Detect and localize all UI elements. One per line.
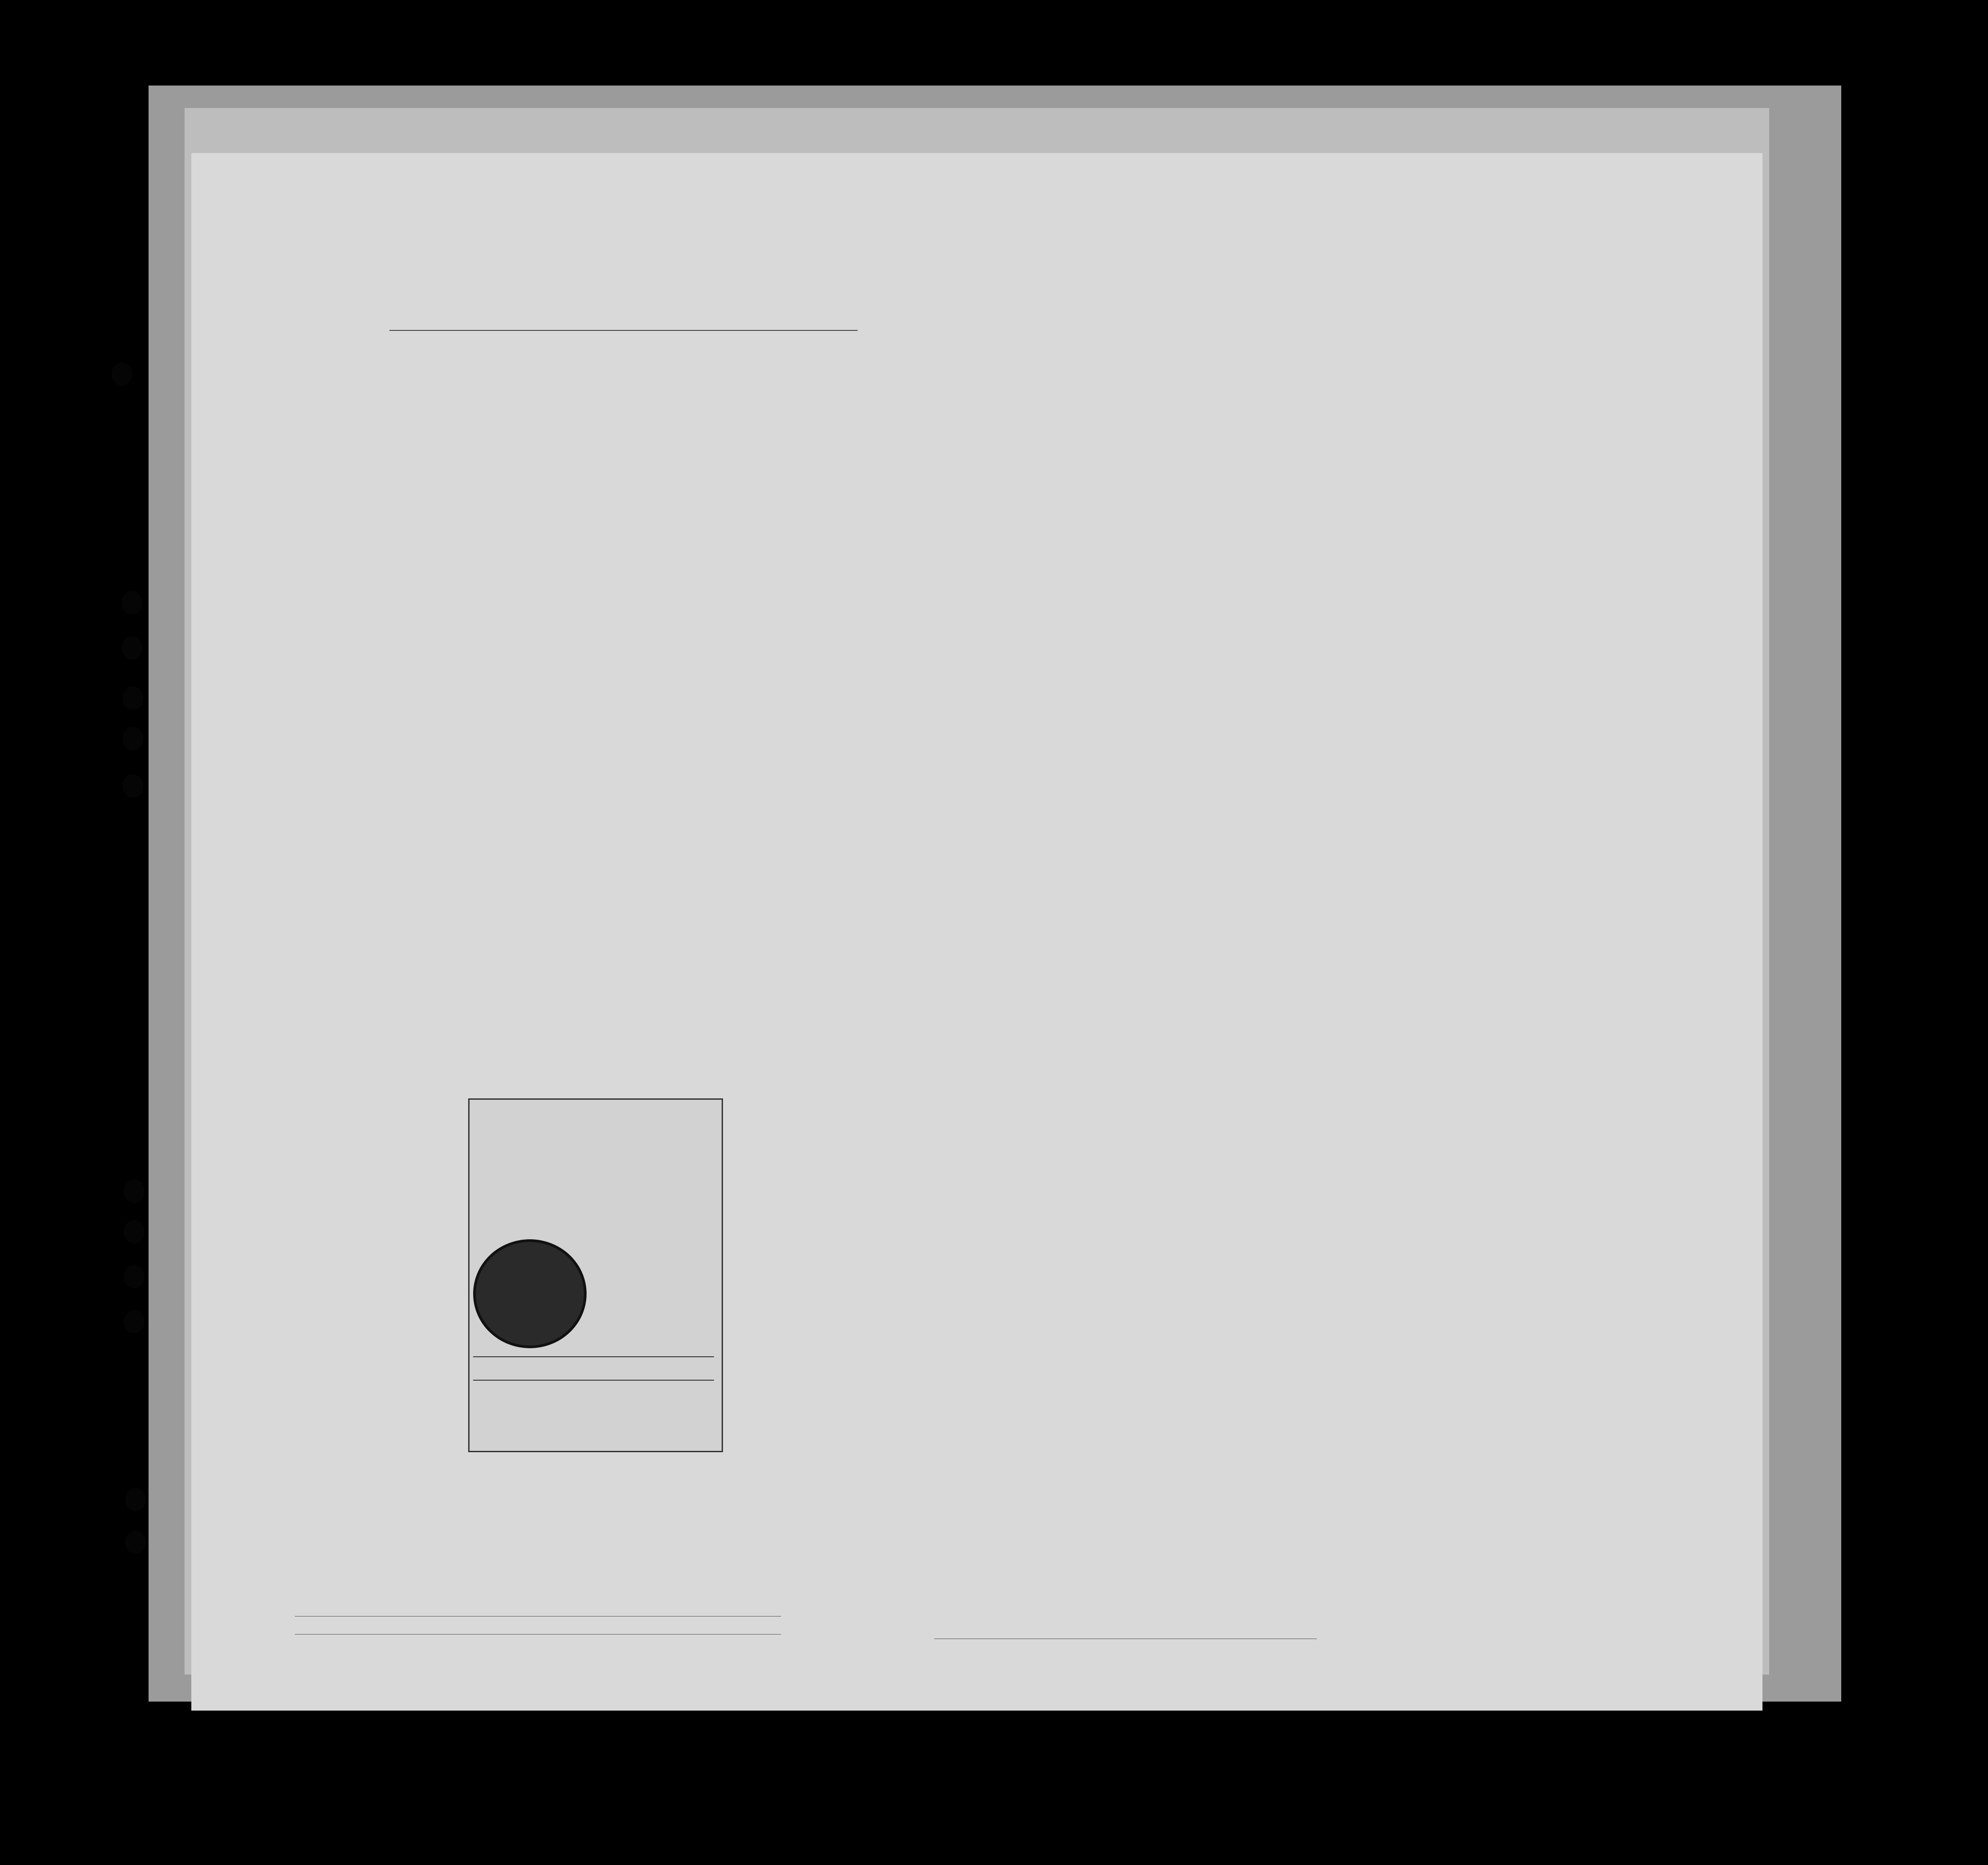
binder-hole: [112, 362, 132, 386]
binder-hole: [124, 1310, 145, 1333]
binder-hole: [124, 1265, 145, 1288]
binder-hole: [122, 774, 143, 798]
binder-hole: [122, 727, 143, 750]
binder-hole: [125, 1531, 146, 1554]
consulate-stamp: [468, 1098, 723, 1452]
binder-hole: [122, 591, 142, 614]
binder-hole: [122, 636, 142, 659]
binder-hole: [125, 1488, 146, 1511]
owners-rule: [295, 1634, 781, 1635]
cancel-lines: [473, 1356, 714, 1381]
binder-hole: [124, 1179, 145, 1203]
consular-seal: [473, 1239, 587, 1348]
line-rule: [295, 1616, 781, 1617]
binder-hole: [124, 1220, 145, 1243]
binder-hole: [122, 686, 143, 710]
manifest-page: [191, 153, 1762, 1711]
vessel-underline: [389, 330, 858, 331]
